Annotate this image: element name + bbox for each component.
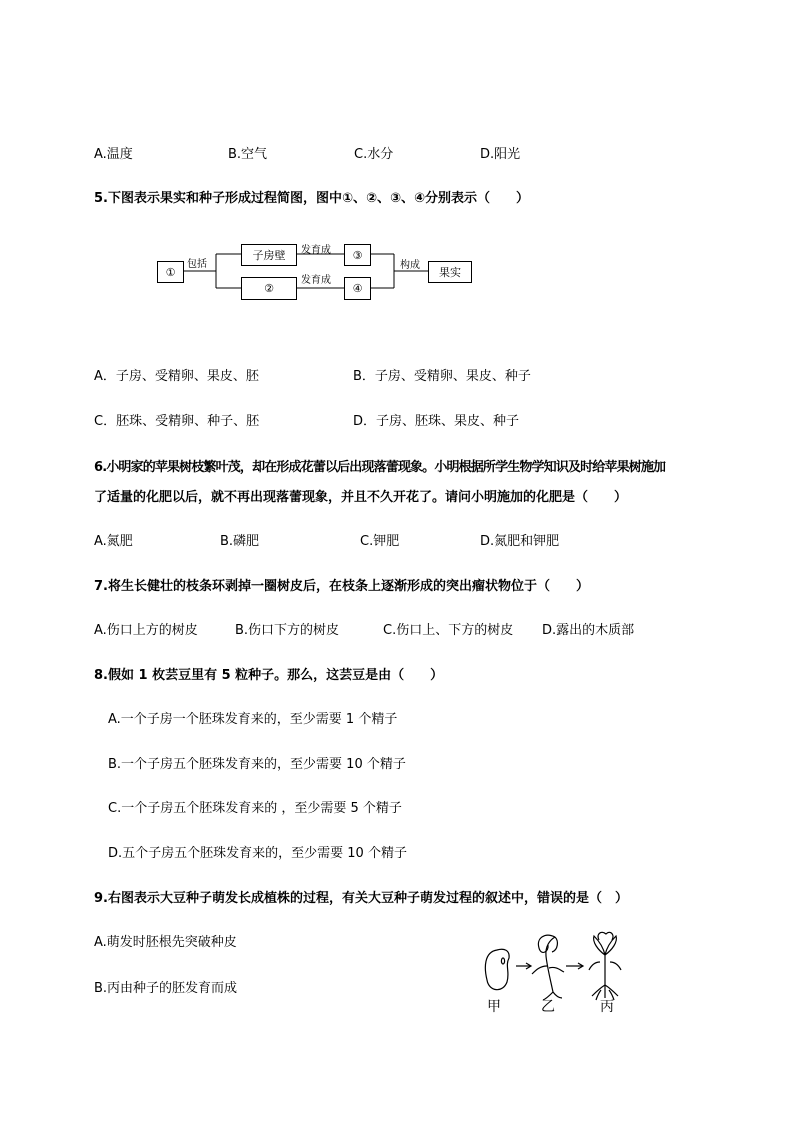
diagram-box-4: ④ xyxy=(344,277,371,300)
diagram-box-2: ② xyxy=(241,277,297,300)
seed-shape xyxy=(485,949,509,989)
q4-option-c: C.水分 xyxy=(354,147,394,162)
diagram-label-goucheng: 构成 xyxy=(400,260,420,271)
q5-option-d: D．子房、胚珠、果皮、种子 xyxy=(353,414,520,429)
q6-option-d: D.氮肥和钾肥 xyxy=(480,534,560,549)
diagram-box-guoshi: 果实 xyxy=(428,261,472,283)
q5-option-b: B．子房、受精卵、果皮、种子 xyxy=(353,369,531,384)
diagram-box-3: ③ xyxy=(344,244,371,266)
q7-option-a: A.伤口上方的树皮 xyxy=(94,623,198,638)
stage-label-bing: 丙 xyxy=(600,999,614,1015)
stage-label-yi: 乙 xyxy=(541,999,555,1015)
q4-option-b: B.空气 xyxy=(228,147,268,162)
q9-stem: 9.右图表示大豆种子萌发长成植株的过程，有关大豆种子萌发过程的叙述中，错误的是（ ） xyxy=(94,891,628,906)
q8-option-b: B.一个子房五个胚珠发育来的，至少需要 10 个精子 xyxy=(108,757,406,772)
diagram-box-zifangbi: 子房壁 xyxy=(241,244,297,266)
q9-option-b: B.丙由种子的胚发育而成 xyxy=(94,981,238,996)
q7-option-c: C.伤口上、下方的树皮 xyxy=(383,623,514,638)
stage-label-jia: 甲 xyxy=(487,999,501,1015)
q6-option-a: A.氮肥 xyxy=(94,534,133,549)
q5-stem: 5.下图表示果实和种子形成过程简图，图中①、②、③、④分别表示（ ） xyxy=(94,191,530,206)
diagram-label-fayucheng-2: 发育成 xyxy=(301,275,331,286)
q4-option-d: D.阳光 xyxy=(480,147,521,162)
q8-option-a: A.一个子房一个胚珠发育来的，至少需要 1 个精子 xyxy=(108,712,398,727)
q7-option-b: B.伤口下方的树皮 xyxy=(235,623,340,638)
q4-option-a: A.温度 xyxy=(94,147,133,162)
q6-option-b: B.磷肥 xyxy=(220,534,260,549)
diagram-label-baokuo: 包括 xyxy=(187,259,207,270)
q8-stem: 8.假如 1 枚芸豆里有 5 粒种子。那么，这芸豆是由（ ） xyxy=(94,668,444,683)
seedling-stem xyxy=(546,937,555,992)
q9-option-a: A.萌发时胚根先突破种皮 xyxy=(94,935,237,950)
q7-stem: 7.将生长健壮的枝条环剥掉一圈树皮后，在枝条上逐渐形成的突出瘤状物位于（ ） xyxy=(94,579,589,594)
q6-option-c: C.钾肥 xyxy=(360,534,400,549)
q8-option-d: D.五个子房五个胚珠发育来的，至少需要 10 个精子 xyxy=(108,846,407,861)
seed-hilum xyxy=(501,958,504,964)
q5-option-c: C．胚珠、受精卵、种子、胚 xyxy=(94,414,260,429)
q8-option-c: C.一个子房五个胚珠发育来的 ，至少需要 5 个精子 xyxy=(108,801,402,816)
q6-stem-line-2: 了适量的化肥以后，就不再出现落蕾现象，并且不久开花了。请问小明施加的化肥是（ ） xyxy=(94,490,628,505)
q6-stem-line-1: 6.小明家的苹果树枝繁叶茂，却在形成花蕾以后出现落蕾现象。小明根据所学生物学知识及时给苹果树施加 xyxy=(94,460,666,475)
diagram-label-fayucheng-1: 发育成 xyxy=(301,245,331,256)
q7-option-d: D.露出的木质部 xyxy=(542,623,635,638)
q5-option-a: A．子房、受精卵、果皮、胚 xyxy=(94,369,259,384)
diagram-box-1: ① xyxy=(157,261,184,283)
